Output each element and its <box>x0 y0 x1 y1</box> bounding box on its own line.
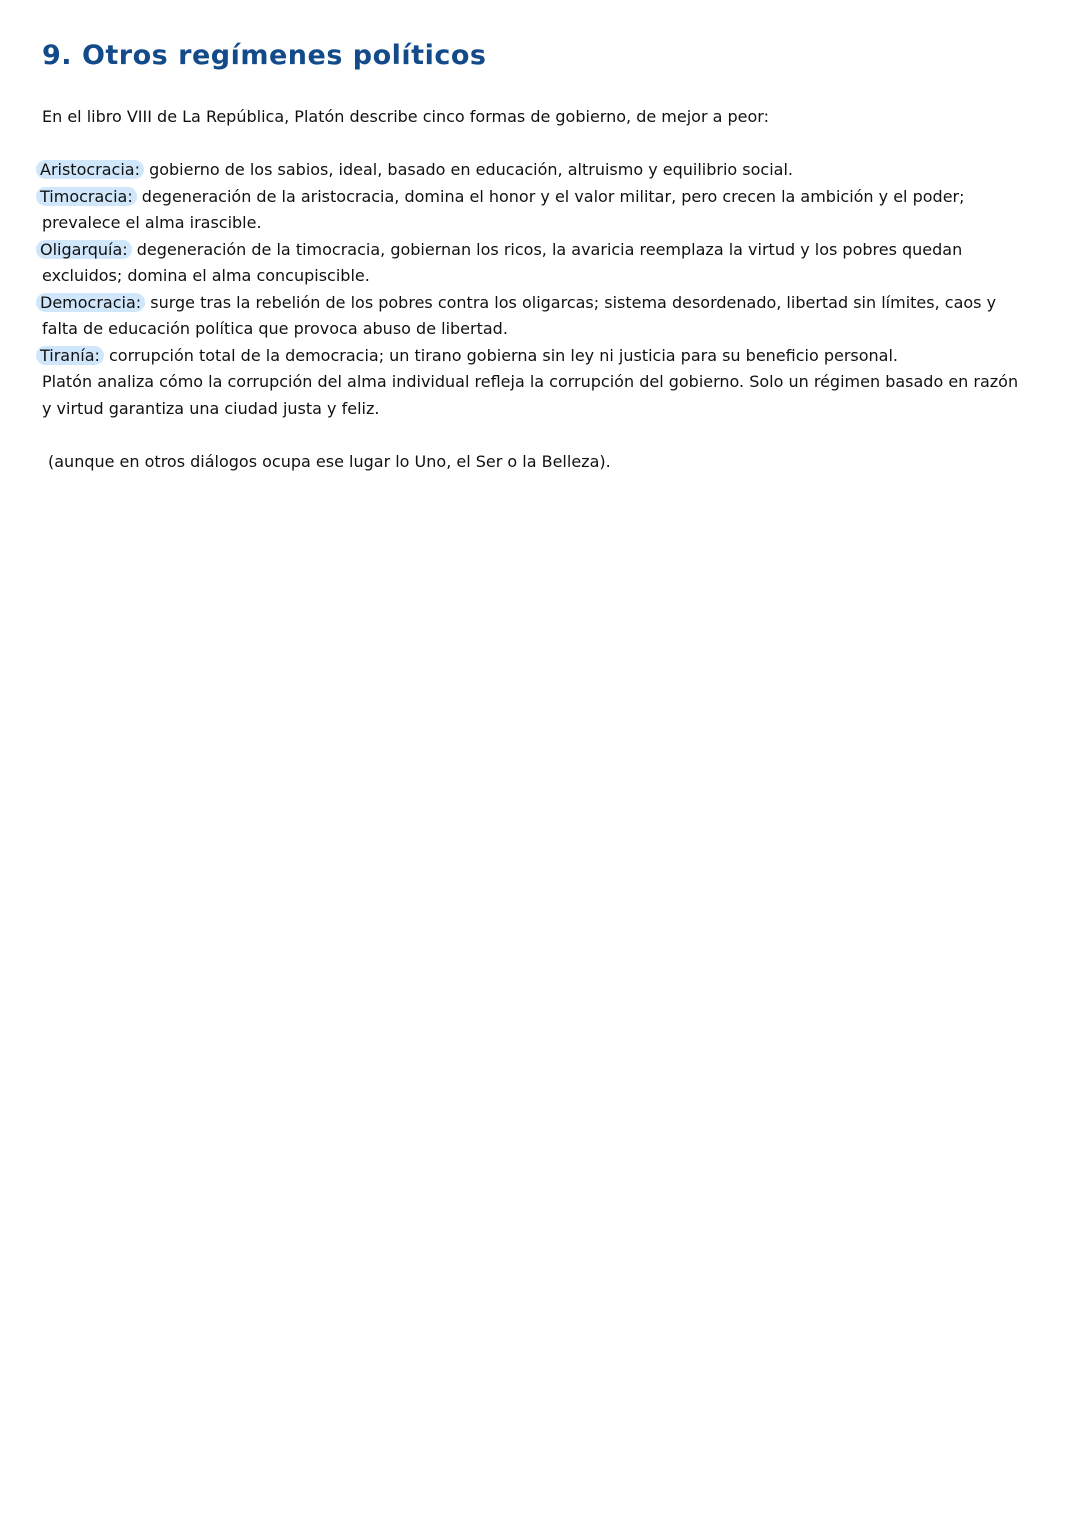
intro-paragraph: En el libro VIII de La República, Platón describe cinco formas de gobierno, de mejor a peor: <box>42 107 769 126</box>
regime-term-highlight: Oligarquía: <box>36 240 132 259</box>
document-body <box>42 104 1032 475</box>
regime-term-highlight: Democracia: <box>36 293 145 312</box>
note-paragraph: (aunque en otros diálogos ocupa ese lugar lo Uno, el Ser o la Belleza). <box>48 451 611 471</box>
regime-tirania <box>42 343 1032 370</box>
regime-oligarquia <box>42 237 1032 290</box>
regime-description: gobierno de los sabios, ideal, basado en educación, altruismo y equilibrio social. <box>143 160 793 179</box>
section-title: 9. Otros regímenes políticos <box>42 40 487 71</box>
regime-description: degeneración de la timocracia, gobiernan los ricos, la avaricia reemplaza la virtud y los pobres quedan excluidos; domina el alma concupiscible. <box>42 239 963 285</box>
regime-term-highlight: Aristocracia: <box>36 160 144 179</box>
regime-term-highlight: Tiranía: <box>36 346 104 365</box>
regime-aristocracia <box>42 157 1032 184</box>
conclusion-paragraph: Platón analiza cómo la corrupción del alma individual refleja la corrupción del gobierno. Solo un régimen basado en razón y virtud garantiza una ciudad justa y feliz. <box>42 372 1019 418</box>
regime-democracia <box>42 290 1032 343</box>
regime-description: surge tras la rebelión de los pobres contra los oligarcas; sistema desordenado, libertad sin límites, caos y falta de educación política que provoca abuso de libertad. <box>42 292 997 338</box>
regime-description: degeneración de la aristocracia, domina el honor y el valor militar, pero crecen la ambición y el poder; prevalece el alma irascible. <box>42 186 965 232</box>
regime-timocracia <box>42 184 1032 237</box>
paragraph-spacer <box>42 422 1032 449</box>
regime-term-highlight: Timocracia: <box>36 187 137 206</box>
regime-description: corrupción total de la democracia; un tirano gobierna sin ley ni justicia para su beneficio personal. <box>103 345 899 365</box>
